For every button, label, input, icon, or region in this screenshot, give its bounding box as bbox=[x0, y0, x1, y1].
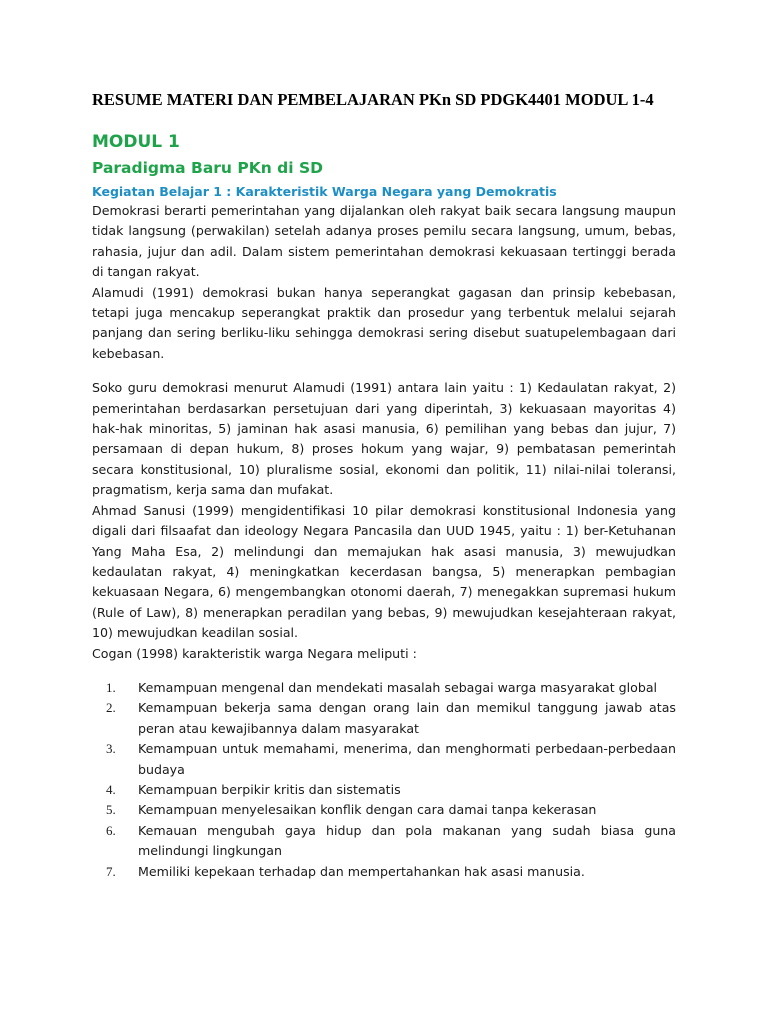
paragraph-spacer bbox=[92, 364, 676, 378]
modul-heading: MODUL 1 bbox=[92, 132, 180, 152]
list-item bbox=[92, 862, 676, 882]
list-item bbox=[92, 800, 676, 820]
document-title: RESUME MATERI DAN PEMBELAJARAN PKn SD PDGK4401 MODUL 1-4 bbox=[92, 90, 654, 109]
list-number: 6. bbox=[106, 822, 116, 838]
list-number: 1. bbox=[106, 679, 116, 695]
paragraph-cogan-intro: Cogan (1998) karakteristik warga Negara meliputi : bbox=[92, 645, 417, 661]
list-item-text: Kemauan mengubah gaya hidup dan pola makanan yang sudah biasa guna melindungi lingkungan bbox=[138, 822, 676, 859]
list-item-text: Memiliki kepekaan terhadap dan mempertahankan hak asasi manusia. bbox=[138, 863, 585, 879]
paragraph-alamudi-demokrasi: Alamudi (1991) demokrasi bukan hanya seperangkat gagasan dan prinsip kebebasan, tetapi juga mencakup seperangkat praktik dan prosedur yang terbentuk melalui sejarah panjang dan sering berliku-liku sehingga demokrasi sering disebut suatupelembagaan dari kebebasan. bbox=[92, 284, 676, 361]
paragraph-soko-guru: Soko guru demokrasi menurut Alamudi (1991) antara lain yaitu : 1) Kedaulatan rakyat, 2) pemerintahan berdasarkan persetujuan dari yang diperintah, 3) kekuasaan mayoritas 4) hak-hak minoritas, 5) jaminan hak asasi manusia, 6) pemilihan yang bebas dan jujur, 7) persamaan di depan hukum, 8) proses hokum yang wajar, 9) pembatasan pemerintah secara konstitusional, 10) pluralisme sosial, ekonomi dan politik, 11) nilai-nilai toleransi, pragmatism, kerja sama dan mufakat. bbox=[92, 380, 676, 498]
list-item bbox=[92, 780, 676, 800]
list-item bbox=[92, 821, 676, 862]
sub-heading: Paradigma Baru PKn di SD bbox=[92, 159, 324, 177]
list-number: 4. bbox=[106, 781, 116, 797]
list-item bbox=[92, 678, 676, 698]
list-item-text: Kemampuan berpikir kritis dan sistematis bbox=[138, 781, 401, 797]
list-number: 2. bbox=[106, 700, 116, 716]
list-item-text: Kemampuan bekerja sama dengan orang lain dan memikul tanggung jawab atas peran atau kewajibannya dalam masyarakat bbox=[138, 700, 676, 736]
list-item-text: Kemampuan menyelesaikan konflik dengan cara damai tanpa kekerasan bbox=[138, 802, 597, 818]
list-number: 7. bbox=[106, 863, 116, 879]
list-number: 3. bbox=[106, 741, 116, 757]
cogan-criteria-list bbox=[92, 678, 676, 882]
list-number: 5. bbox=[106, 802, 116, 818]
paragraph-demokrasi-definition: Demokrasi berarti pemerintahan yang dijalankan oleh rakyat baik secara langsung maupun tidak langsung (perwakilan) setelah adanya proses pemilu secara langsung, umum, bebas, rahasia, jujur dan adil. Dalam sistem pemerintahan demokrasi kekuasaan tertinggi berada di tangan rakyat. bbox=[92, 203, 676, 280]
kegiatan-belajar-heading: Kegiatan Belajar 1 : Karakteristik Warga Negara yang Demokratis bbox=[92, 184, 557, 199]
paragraph-ahmad-sanusi: Ahmad Sanusi (1999) mengidentifikasi 10 pilar demokrasi konstitusional Indonesia yang digali dari filsaafat dan ideology Negara Pancasila dan UUD 1945, yaitu : 1) ber-Ketuhanan Yang Maha Esa, 2) melindungi dan memajukan hak asasi manusia, 3) mewujudkan kedaulatan rakyat, 4) meningkatkan kecerdasan bangsa, 5) menerapkan pembagian kekuasaan Negara, 6) mengembangkan otonomi daerah, 7) menegakkan supremasi hukum (Rule of Law), 8) menerapkan peradilan yang bebas, 9) mewujudkan kesejahteraan rakyat, 10) mewujudkan keadilan sosial. bbox=[92, 502, 676, 641]
list-item-text: Kemampuan untuk memahami, menerima, dan menghormati perbedaan-perbedaan budaya bbox=[138, 741, 676, 777]
list-item bbox=[92, 698, 676, 739]
list-item-text: Kemampuan mengenal dan mendekati masalah sebagai warga masyarakat global bbox=[138, 679, 658, 695]
list-item bbox=[92, 739, 676, 780]
